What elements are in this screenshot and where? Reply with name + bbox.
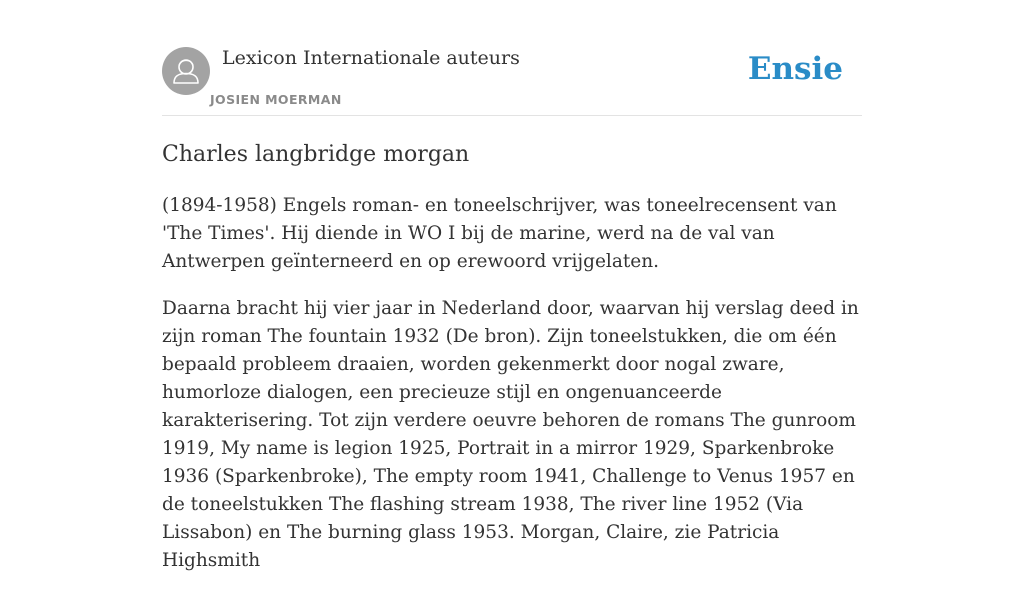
author-name[interactable]: JOSIEN MOERMAN: [210, 92, 342, 107]
avatar[interactable]: [162, 47, 210, 95]
paragraph-2: Daarna bracht hij vier jaar in Nederland door, waarvan hij verslag deed in zijn roman The fountain 1932 (De bron). Zijn toneelstukken, die om één bepaald probleem draaien, worden gekenmerkt door nogal zware, humorloze dialogen, een precieuze stijl en ongenuanceerde karakterisering. Tot zijn verdere oeuvre behoren de romans The gunroom 1919, My name is legion 1925, Portrait in a mirror 1929, Sparkenbroke 1936 (Sparkenbroke), The empty room 1941, Challenge to Venus 1957 en de toneelstukken The flashing stream 1938, The river line 1952 (Via Lissabon) en The burning glass 1953. Morgan, Claire, zie Patricia Highsmith: [162, 298, 859, 571]
user-silhouette-icon: [162, 47, 210, 95]
header: [162, 0, 862, 116]
page: [162, 0, 862, 571]
lexicon-title[interactable]: Lexicon Internationale auteurs: [222, 47, 520, 69]
article-title: Charles langbridge morgan: [162, 142, 470, 167]
paragraph-1: (1894-1958) Engels roman- en toneelschrijver, was toneelrecensent van 'The Times'. Hij diende in WO I bij de marine, werd na de val van Antwerpen geïnterneerd en op erewoord vrijgelaten.: [162, 195, 837, 272]
brand-logo[interactable]: Ensie: [747, 51, 843, 87]
article-body: [162, 192, 862, 594]
